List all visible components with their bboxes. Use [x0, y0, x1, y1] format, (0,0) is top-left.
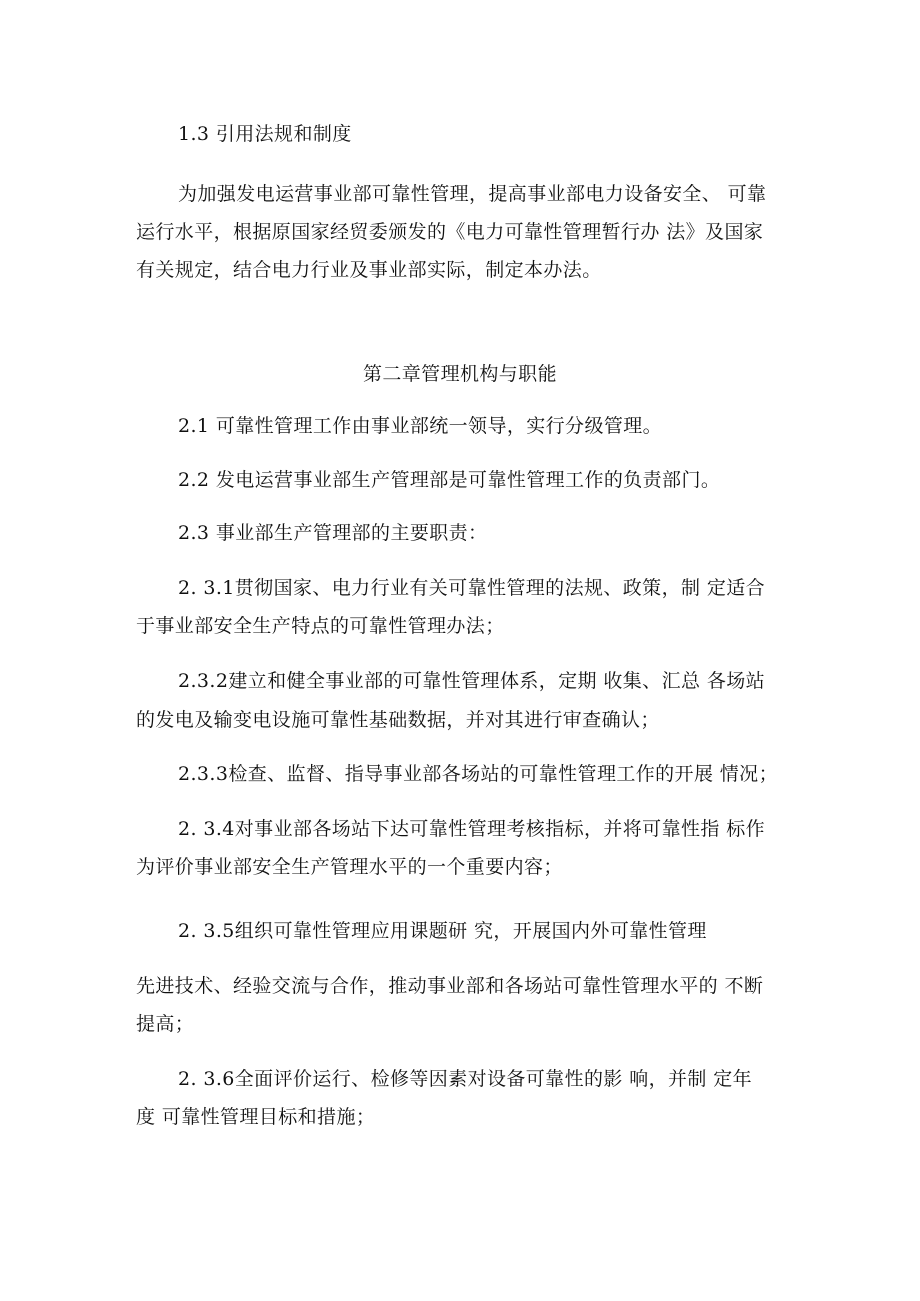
list-item-continuation: 的发电及输变电设施可靠性基础数据，并对其进行审查确认； [136, 709, 660, 731]
list-item: 2.2 发电运营事业部生产管理部是可靠性管理工作的负责部门。 [178, 469, 721, 491]
list-item: 2.3 事业部生产管理部的主要职责： [178, 522, 488, 544]
list-item: 2.3.2建立和健全事业部的可靠性管理体系，定期 收集、汇总 各场站 [178, 670, 766, 692]
paragraph-line: 有关规定，结合电力行业及事业部实际，制定本办法。 [136, 259, 602, 281]
list-item: 2. 3.1贯彻国家、电力行业有关可靠性管理的法规、政策，制 定适合 [178, 577, 766, 599]
paragraph-line: 运行水平，根据原国家经贸委颁发的《电力可靠性管理暂行办 法》及国家 [136, 221, 764, 243]
list-item: 2. 3.5组织可靠性管理应用课题研 究，开展国内外可靠性管理 [178, 920, 707, 942]
section-heading: 1.3 引用法规和制度 [178, 123, 352, 145]
paragraph-line: 为加强发电运营事业部可靠性管理，提高事业部电力设备安全、 可靠 [178, 183, 767, 205]
list-item-continuation: 为评价事业部安全生产管理水平的一个重要内容； [136, 856, 563, 878]
list-item-continuation: 度 可靠性管理目标和措施； [136, 1106, 376, 1128]
list-item: 2.1 可靠性管理工作由事业部统一领导，实行分级管理。 [178, 415, 663, 437]
list-item-continuation: 提高； [136, 1013, 195, 1035]
list-item-continuation: 于事业部安全生产特点的可靠性管理办法； [136, 615, 505, 637]
chapter-title: 第二章管理机构与职能 [362, 363, 557, 385]
list-item: 2. 3.6全面评价运行、检修等因素对设备可靠性的影 响，并制 定年 [178, 1068, 753, 1090]
list-item-continuation: 先进技术、经验交流与合作，推动事业部和各场站可靠性管理水平的 不断 [136, 975, 764, 997]
list-item: 2. 3.4对事业部各场站下达可靠性管理考核指标，并将可靠性指 标作 [178, 818, 766, 840]
list-item: 2.3.3检查、监督、指导事业部各场站的可靠性管理工作的开展 情况； [178, 763, 778, 785]
